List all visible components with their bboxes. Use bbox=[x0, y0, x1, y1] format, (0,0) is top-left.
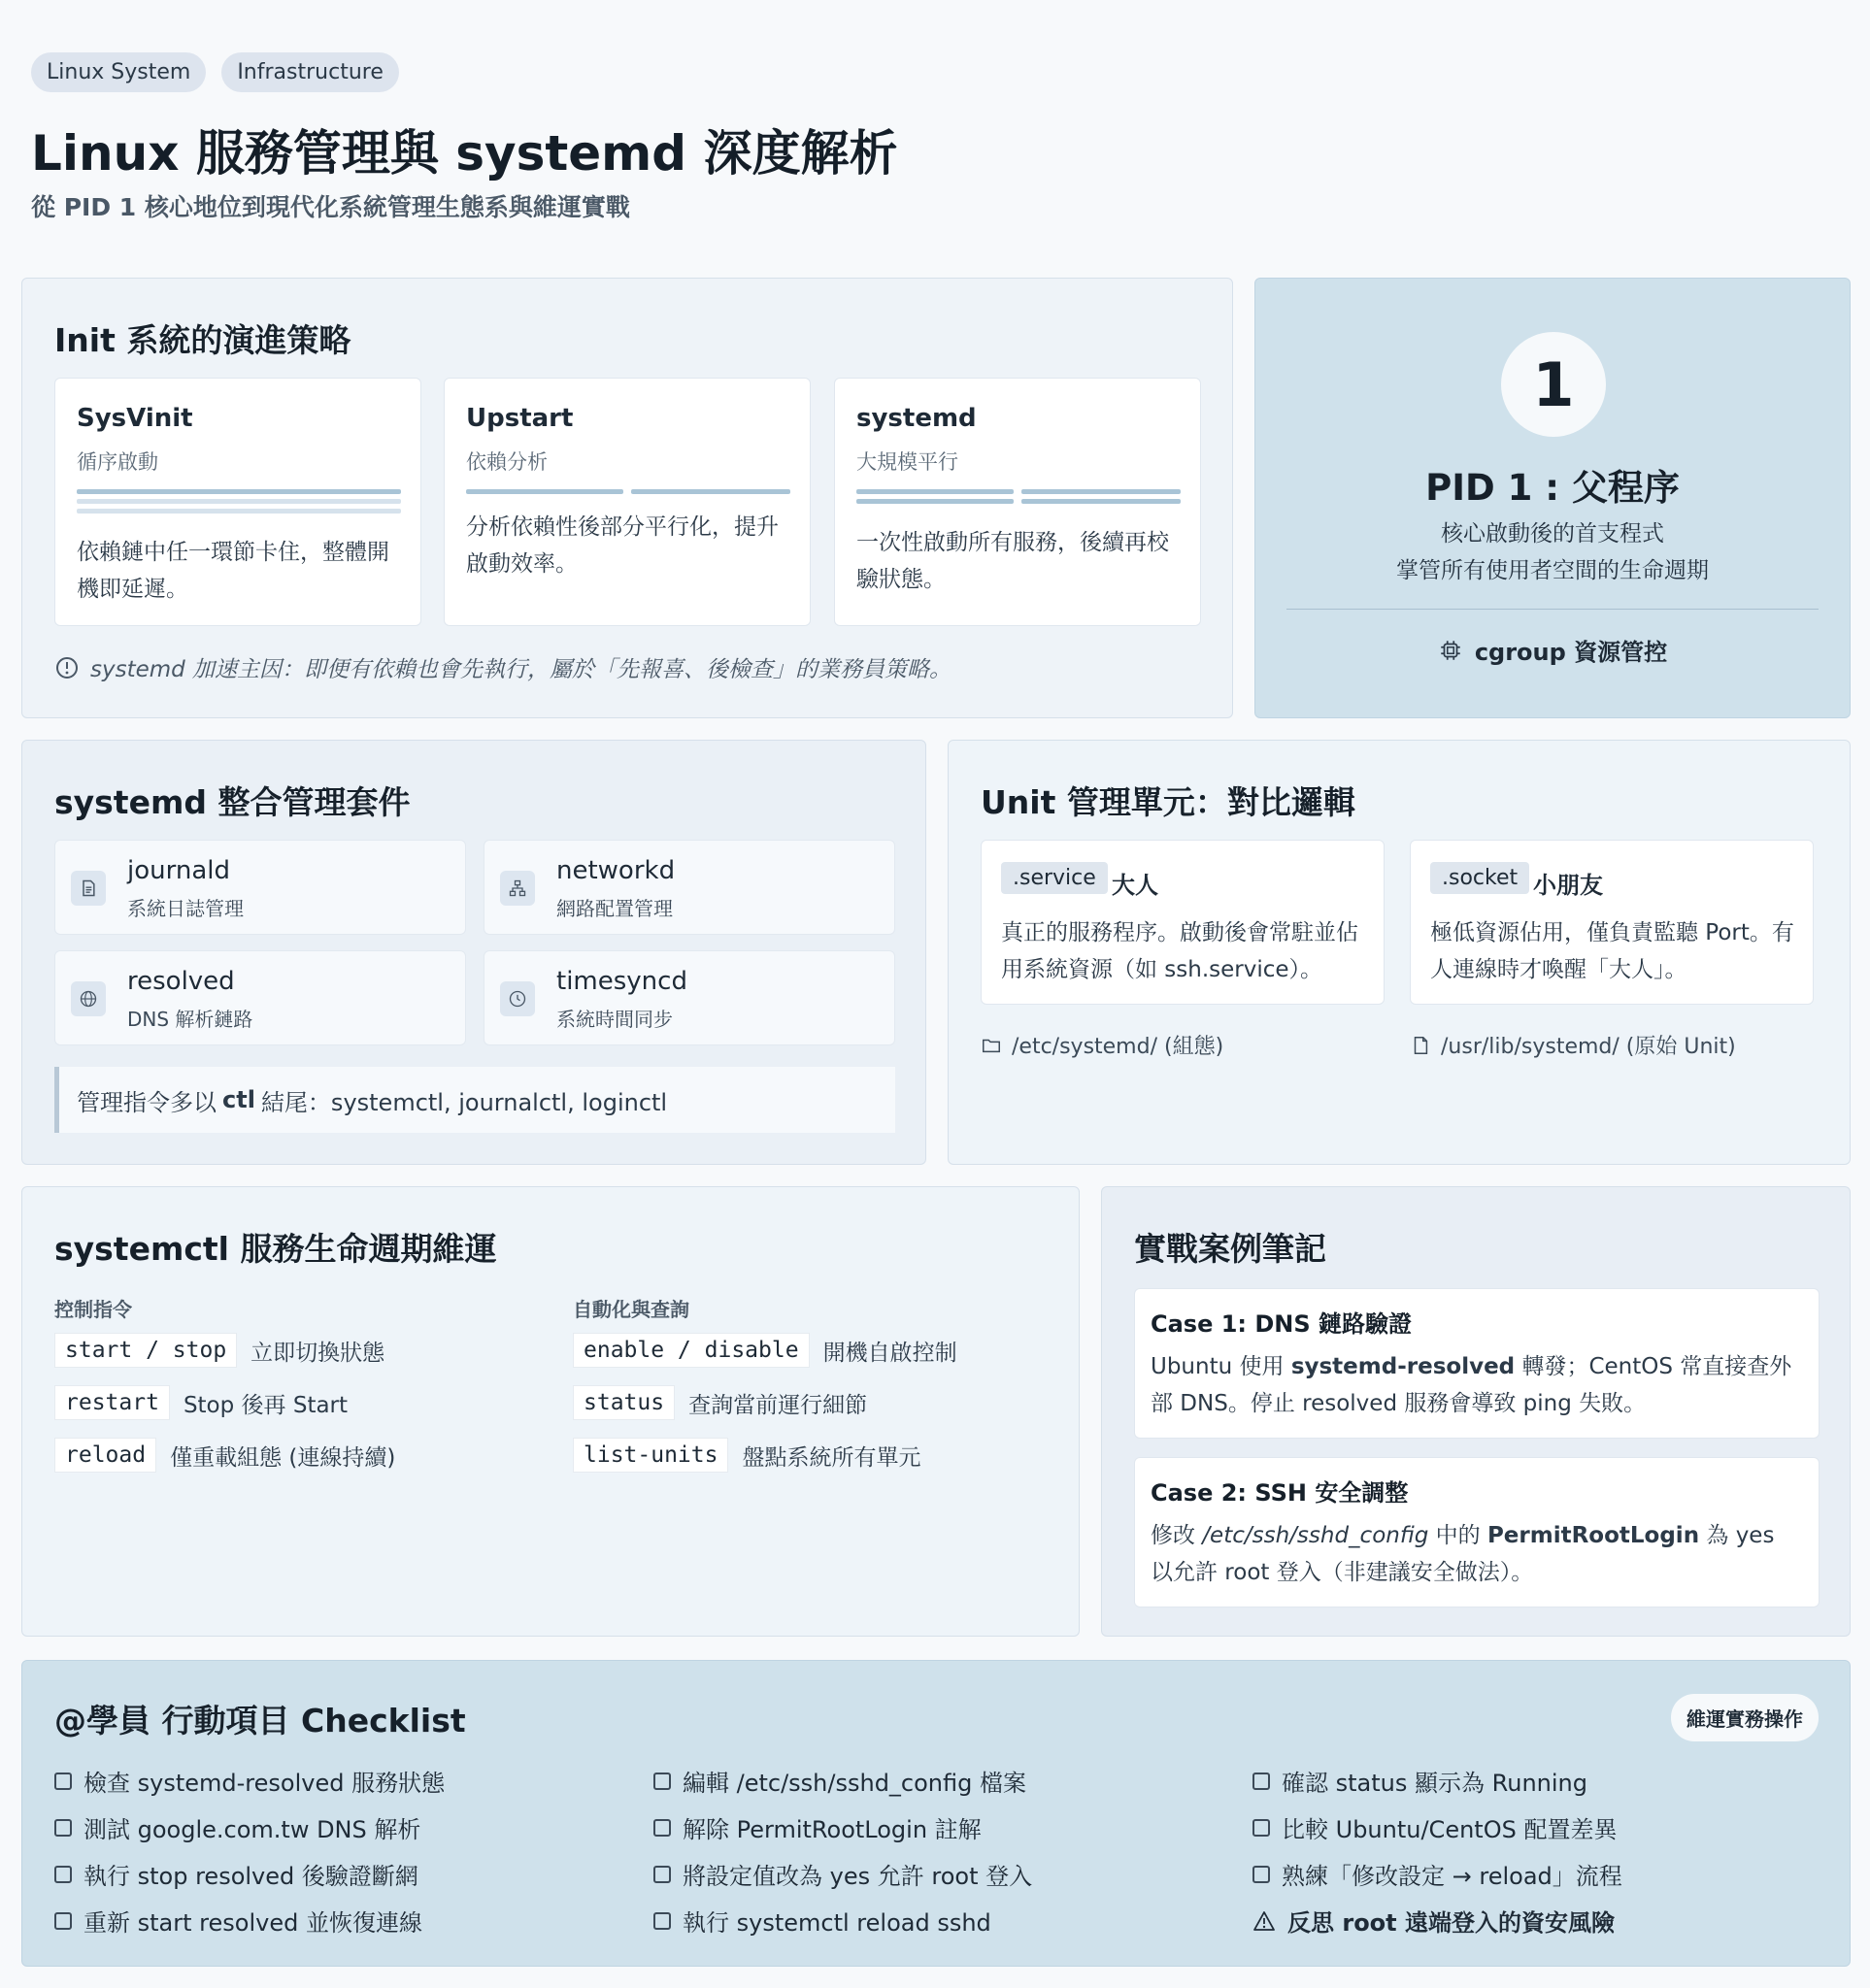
command-desc: 查詢當前運行細節 bbox=[688, 1392, 868, 1418]
parallel-bar bbox=[856, 489, 1014, 494]
case-text-part: 修改 bbox=[1151, 1523, 1203, 1548]
file-icon bbox=[1410, 1035, 1431, 1056]
unit-card bbox=[948, 740, 1851, 1165]
case-ssh bbox=[1134, 1457, 1820, 1607]
parallel-bar bbox=[856, 499, 1014, 504]
path-lib bbox=[1410, 1030, 1736, 1060]
checkbox[interactable] bbox=[54, 1773, 72, 1790]
systemctl-card bbox=[21, 1186, 1080, 1637]
command-code: list-units bbox=[573, 1438, 728, 1473]
checklist-warning-item bbox=[1252, 1904, 1615, 1938]
command-row bbox=[54, 1438, 395, 1473]
case-text-part: 為 yes 以允許 root 登入（非建議安全做法）。 bbox=[1151, 1523, 1775, 1585]
tool-desc: DNS 解析鏈路 bbox=[127, 1008, 253, 1031]
init-system-name: systemd bbox=[856, 404, 977, 433]
checklist-item-label: 熟練「修改設定 → reload」流程 bbox=[1282, 1863, 1622, 1890]
checklist-warning-label: 反思 root 遠端登入的資安風險 bbox=[1287, 1909, 1615, 1937]
checkbox[interactable] bbox=[1252, 1773, 1270, 1790]
sequence-bar bbox=[77, 489, 401, 494]
cgroup-label bbox=[1255, 633, 1850, 667]
init-card-title: Init 系統的演進策略 bbox=[54, 321, 351, 359]
systemd-suite-card bbox=[21, 740, 926, 1165]
tool-journald bbox=[54, 840, 466, 935]
case-text-italic: /etc/ssh/sshd_config bbox=[1202, 1523, 1429, 1548]
init-evolution-card bbox=[21, 278, 1233, 718]
case-dns bbox=[1134, 1288, 1820, 1439]
command-desc: 開機自啟控制 bbox=[822, 1340, 957, 1366]
document-icon bbox=[71, 871, 106, 906]
sequence-bar bbox=[77, 509, 401, 514]
checklist-card bbox=[21, 1660, 1851, 1967]
init-system-desc: 依賴鏈中任一環節卡住，整體開機即延遲。 bbox=[77, 540, 389, 602]
tool-name: resolved bbox=[127, 967, 235, 996]
note-text: 結尾：systemctl, journalctl, loginctl bbox=[260, 1088, 668, 1116]
sequence-bar bbox=[77, 499, 401, 504]
command-row bbox=[573, 1438, 920, 1473]
tool-resolved bbox=[54, 950, 466, 1045]
case-text-part: Ubuntu 使用 bbox=[1151, 1354, 1291, 1379]
tool-desc: 網路配置管理 bbox=[556, 897, 673, 920]
pid-description bbox=[1255, 515, 1850, 589]
case-title: Case 1: DNS 鏈路驗證 bbox=[1151, 1310, 1413, 1338]
init-system-desc: 一次性啟動所有服務，後續再校驗狀態。 bbox=[856, 530, 1169, 592]
init-note-text: systemd 加速主因：即便有依賴也會先執行，屬於「先報喜、後檢查」的業務員策略。 bbox=[90, 657, 952, 682]
checklist-badge: 維運實務操作 bbox=[1671, 1694, 1819, 1741]
checklist-item-label: 比較 Ubuntu/CentOS 配置差異 bbox=[1282, 1816, 1618, 1843]
globe-icon bbox=[71, 981, 106, 1016]
checklist-item-label: 編輯 /etc/ssh/sshd_config 檔案 bbox=[683, 1770, 1026, 1797]
parallel-bar bbox=[1021, 489, 1181, 494]
note-bold: ctl bbox=[222, 1086, 255, 1113]
pid-desc-line: 核心啟動後的首支程式 bbox=[1441, 521, 1664, 547]
tool-desc: 系統日誌管理 bbox=[127, 897, 244, 920]
checklist-item[interactable] bbox=[1252, 1764, 1587, 1798]
command-code: status bbox=[573, 1385, 675, 1420]
info-icon bbox=[55, 656, 79, 679]
control-heading: 控制指令 bbox=[54, 1298, 132, 1321]
init-system-upstart bbox=[444, 378, 811, 626]
checklist-item-label: 測試 google.com.tw DNS 解析 bbox=[83, 1816, 421, 1843]
init-system-subtitle: 循序啟動 bbox=[77, 450, 158, 474]
command-row bbox=[573, 1385, 867, 1420]
checkbox[interactable] bbox=[54, 1819, 72, 1837]
checklist-item[interactable] bbox=[653, 1904, 991, 1938]
path-etc bbox=[981, 1030, 1223, 1060]
command-row bbox=[54, 1333, 384, 1368]
path-text: /etc/systemd/ (組態) bbox=[1012, 1035, 1224, 1059]
command-desc: 僅重載組態 (連線持續) bbox=[170, 1444, 396, 1471]
command-desc: Stop 後再 Start bbox=[183, 1392, 349, 1418]
pid1-card bbox=[1254, 278, 1851, 718]
tool-name: journald bbox=[127, 856, 230, 885]
pid-desc-line: 掌管所有使用者空間的生命週期 bbox=[1396, 558, 1709, 583]
command-desc: 盤點系統所有單元 bbox=[742, 1444, 921, 1471]
checklist-item[interactable] bbox=[54, 1857, 418, 1891]
unit-desc: 極低資源佔用，僅負責監聽 Port。有人連線時才喚醒「大人」。 bbox=[1430, 920, 1794, 982]
unit-desc: 真正的服務程序。啟動後會常駐並佔用系統資源（如 ssh.service）。 bbox=[1001, 920, 1358, 982]
checkbox[interactable] bbox=[1252, 1819, 1270, 1837]
chip-icon bbox=[1438, 638, 1463, 663]
checklist-item[interactable] bbox=[653, 1810, 982, 1844]
checklist-item-label: 重新 start resolved 並恢復連線 bbox=[83, 1909, 422, 1937]
checklist-item[interactable] bbox=[54, 1764, 445, 1798]
case-text bbox=[1151, 1348, 1803, 1422]
unit-role: 小朋友 bbox=[1533, 872, 1603, 899]
checklist-item[interactable] bbox=[54, 1810, 420, 1844]
unit-type-tag: .socket bbox=[1430, 862, 1529, 894]
tool-networkd bbox=[484, 840, 895, 935]
checkbox[interactable] bbox=[1252, 1866, 1270, 1883]
init-system-subtitle: 依賴分析 bbox=[466, 450, 548, 474]
parallel-bar bbox=[1021, 499, 1181, 504]
divider bbox=[1286, 609, 1819, 610]
init-note bbox=[55, 651, 952, 683]
tool-desc: 系統時間同步 bbox=[556, 1008, 673, 1031]
folder-icon bbox=[981, 1035, 1002, 1056]
unit-type-tag: .service bbox=[1001, 862, 1108, 894]
checkbox[interactable] bbox=[54, 1866, 72, 1883]
checkbox[interactable] bbox=[653, 1912, 671, 1930]
tag-list bbox=[31, 52, 399, 92]
case-text-part: 中的 bbox=[1428, 1523, 1487, 1548]
unit-socket-box bbox=[1410, 840, 1814, 1005]
page-subtitle: 從 PID 1 核心地位到現代化系統管理生態系與維運實戰 bbox=[31, 193, 630, 221]
case-text-bold: PermitRootLogin bbox=[1486, 1523, 1700, 1548]
init-system-systemd bbox=[834, 378, 1201, 626]
unit-service-box bbox=[981, 840, 1385, 1005]
case-text-part: 轉發；CentOS 常直接查外部 DNS。停止 resolved 服務會導致 ping 失敗。 bbox=[1151, 1354, 1792, 1416]
checklist-item-label: 檢查 systemd-resolved 服務狀態 bbox=[83, 1770, 446, 1797]
checklist-item-label: 解除 PermitRootLogin 註解 bbox=[683, 1816, 982, 1843]
command-desc: 立即切換狀態 bbox=[250, 1340, 385, 1366]
case-text-bold: systemd-resolved bbox=[1290, 1354, 1516, 1379]
checklist-title: @學員 行動項目 Checklist bbox=[54, 1702, 466, 1740]
case-text bbox=[1151, 1517, 1803, 1591]
init-system-subtitle: 大規模平行 bbox=[856, 450, 958, 474]
case-notes-card bbox=[1101, 1186, 1851, 1637]
warning-icon bbox=[1252, 1910, 1276, 1932]
command-code: restart bbox=[54, 1385, 170, 1420]
cgroup-text: cgroup 資源管控 bbox=[1474, 639, 1668, 666]
tool-timesyncd bbox=[484, 950, 895, 1045]
command-row bbox=[54, 1385, 348, 1420]
checklist-item[interactable] bbox=[1252, 1857, 1622, 1891]
parallel-bar bbox=[466, 489, 623, 494]
clock-icon bbox=[500, 981, 535, 1016]
tool-name: networkd bbox=[556, 856, 676, 885]
network-icon bbox=[500, 871, 535, 906]
checklist-item-label: 確認 status 顯示為 Running bbox=[1282, 1770, 1587, 1797]
note-text: 管理指令多以 bbox=[77, 1088, 217, 1116]
checkbox[interactable] bbox=[54, 1912, 72, 1930]
checklist-item[interactable] bbox=[1252, 1810, 1617, 1844]
ctl-card-title: systemctl 服務生命週期維運 bbox=[54, 1230, 497, 1268]
pid-number-badge: 1 bbox=[1501, 332, 1606, 437]
command-row bbox=[573, 1333, 957, 1368]
init-system-desc: 分析依賴性後部分平行化，提升啟動效率。 bbox=[466, 514, 779, 577]
checklist-item-label: 執行 stop resolved 後驗證斷網 bbox=[83, 1863, 418, 1890]
parallel-bar bbox=[631, 489, 790, 494]
case-card-title: 實戰案例筆記 bbox=[1134, 1230, 1326, 1268]
checkbox[interactable] bbox=[653, 1773, 671, 1790]
init-system-name: Upstart bbox=[466, 404, 574, 433]
page-title: Linux 服務管理與 systemd 深度解析 bbox=[31, 125, 898, 182]
command-code: reload bbox=[54, 1438, 156, 1473]
command-code: enable / disable bbox=[573, 1333, 810, 1368]
ctl-suffix-note bbox=[54, 1067, 895, 1133]
command-code: start / stop bbox=[54, 1333, 237, 1368]
case-title: Case 2: SSH 安全調整 bbox=[1151, 1479, 1409, 1507]
unit-role: 大人 bbox=[1112, 872, 1158, 899]
path-text: /usr/lib/systemd/ (原始 Unit) bbox=[1441, 1035, 1736, 1059]
init-system-name: SysVinit bbox=[77, 404, 193, 433]
unit-card-title: Unit 管理單元：對比邏輯 bbox=[981, 783, 1355, 821]
checklist-item[interactable] bbox=[54, 1904, 422, 1938]
init-system-sysvinit bbox=[54, 378, 421, 626]
checklist-item[interactable] bbox=[653, 1764, 1026, 1798]
checklist-item-label: 執行 systemctl reload sshd bbox=[683, 1909, 991, 1937]
pid-title: PID 1 : 父程序 bbox=[1425, 467, 1680, 509]
tag: Linux System bbox=[31, 52, 206, 92]
auto-heading: 自動化與查詢 bbox=[573, 1298, 689, 1321]
checklist-item[interactable] bbox=[653, 1857, 1032, 1891]
checkbox[interactable] bbox=[653, 1866, 671, 1883]
checklist-item-label: 將設定值改為 yes 允許 root 登入 bbox=[683, 1863, 1033, 1890]
suite-card-title: systemd 整合管理套件 bbox=[54, 783, 411, 821]
checkbox[interactable] bbox=[653, 1819, 671, 1837]
tool-name: timesyncd bbox=[556, 967, 687, 996]
tag: Infrastructure bbox=[221, 52, 399, 92]
